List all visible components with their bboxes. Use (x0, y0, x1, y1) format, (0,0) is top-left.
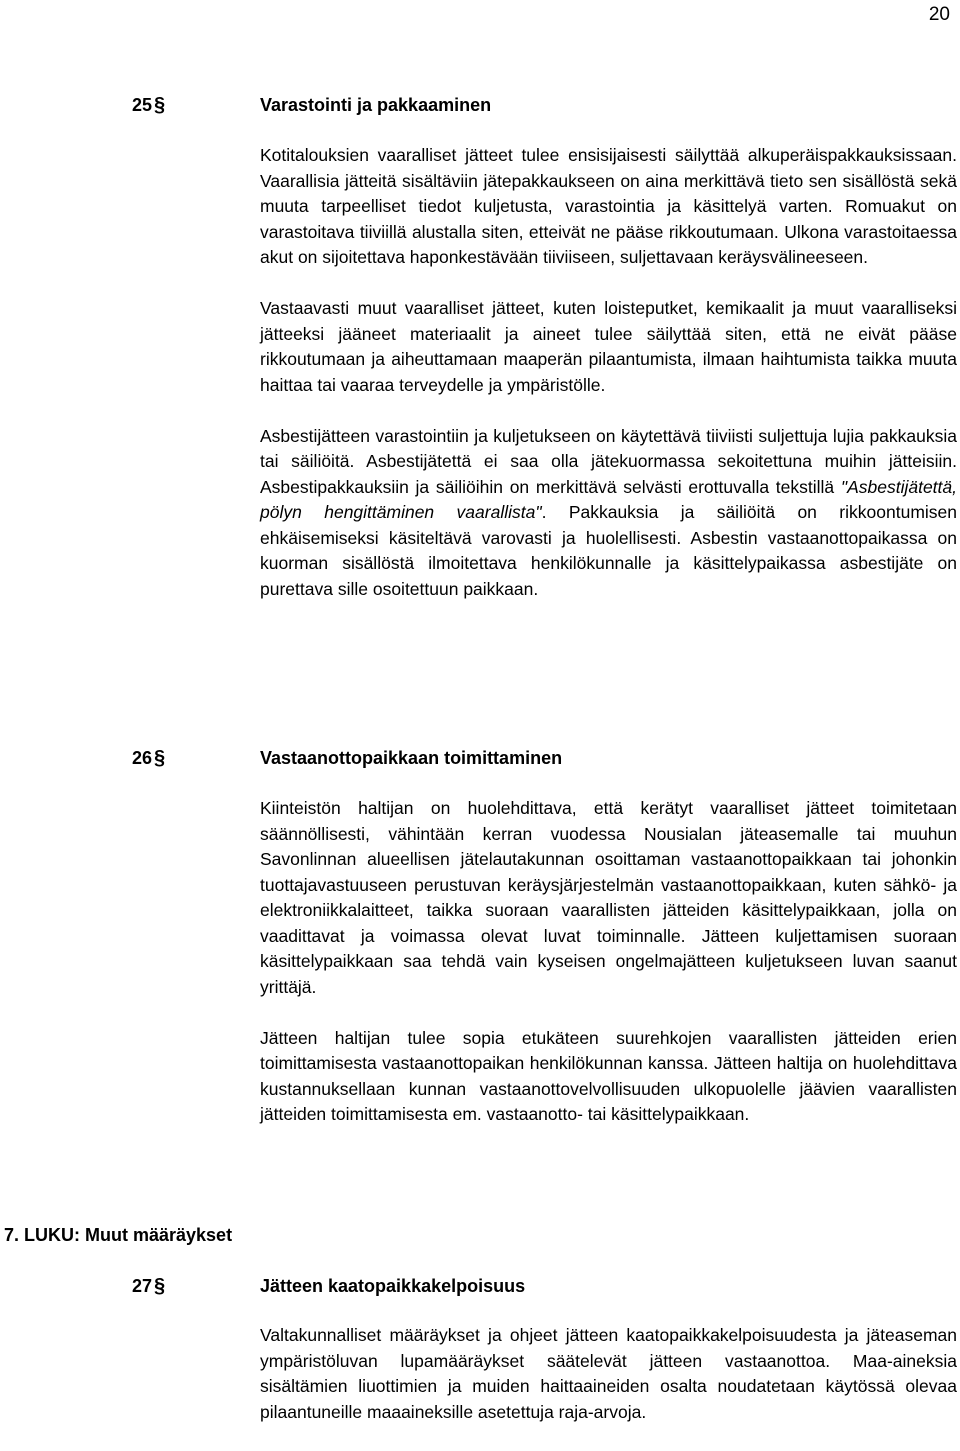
section-title: Vastaanottopaikkaan toimittaminen (260, 748, 563, 768)
section-25-body (260, 143, 957, 602)
section-sign: § (154, 94, 166, 116)
paragraph: Kiinteistön haltijan on huolehdittava, että kerätyt vaaralliset jätteet toimitetaan säännöllisesti, vähintään kerran vuodessa Nousialan jäteasemalle tai muuhun Savonlinnan alueellisen jätelautakunnan osoittaman vastaanottopaikkaan tai johonkin tuottajavastuuseen perustuvan keräysjärjestelmän vastaanottopaikkaan, kuten sähkö- ja elektroniikkalaitteet, taikka suoraan vaarallisten jätteiden käsittelypaikkaan, jolla on vaadittavat ja voimassa olevat luvat toiminnalle. Jätteen kuljettamisen suoraan käsittelypaikkaan saa tehdä vain kyseisen ongelmajätteen kuljetukseen luvan saanut yrittäjä. (260, 798, 957, 997)
asbestos-label-quote: "Asbestijätettä, pölyn hengittäminen vaarallista" (260, 476, 957, 522)
paragraph-text: Asbestijätteen varastointiin ja kuljetukseen on käytettävä tiiviisti suljettuja lujia pakkauksia tai säiliöitä. Asbestijätettä ei saa olla jätekuormassa sekoitettuna muihin jätteisiin. Asbestipakkauksiin ja säiliöihin on merkittävä selvästi erottuvalla tekstillä (260, 425, 957, 497)
chapter-heading: 7. LUKU: Muut määräykset (4, 1225, 233, 1245)
section-title: Jätteen kaatopaikkakelpoisuus (260, 1276, 526, 1296)
section-27-body (260, 1323, 957, 1425)
section-number: 27 (132, 1276, 153, 1296)
section-number: 26 (132, 748, 153, 768)
section-26-body (260, 796, 957, 1128)
section-26-heading (132, 745, 562, 771)
paragraph: Kotitalouksien vaaralliset jätteet tulee ensisijaisesti säilyttää alkuperäispakkauksissaan. Vaarallisia jätteitä sisältäviin jätepakkaukseen on aina merkittävä tieto sen sisällöstä sekä muuta tarpeelliset tiedot kuljetusta, varastointia ja käsittelyä varten. Romuakut on varastoitava tiiviillä alustalla siten, etteivät ne pääse rikkoutumaan. Ulkona varastoitaessa akut on sijoitettava haponkestävään tiiviiseen, suljettavaan keräysvälineeseen. (260, 145, 957, 267)
section-27-heading (132, 1273, 525, 1299)
section-number: 25 (132, 95, 153, 115)
paragraph: Vastaavasti muut vaaralliset jätteet, kuten loisteputket, kemikaalit ja muut vaaralliseksi jätteeksi jääneet materiaalit ja aineet tulee säilyttää siten, että ne eivät pääse rikkoutumaan ja aiheuttamaan maaperän pilaantumista, ilmaan haihtumista taikka muuta haittaa tai vaaraa terveydelle ja ympäristölle. (260, 298, 957, 395)
paragraph: Jätteen haltijan tulee sopia etukäteen suurehkojen vaarallisten jätteiden erien toimittamisesta vastaanottopaikan henkilökunnan kanssa. Jätteen haltija on huolehdittava kustannuksellaan kunnan vastaanottovelvollisuuden ulkopuolelle jäävien vaarallisten jätteiden toimittamisesta em. vastaanotto- tai käsittelypaikkaan. (260, 1027, 957, 1124)
section-title: Varastointi ja pakkaaminen (260, 95, 492, 115)
paragraph: Valtakunnalliset määräykset ja ohjeet jätteen kaatopaikkakelpoisuudesta ja jäteaseman ympäristöluvan lupamääräykset säätelevät jätteen vastaanottoa. Maa-aineksia sisältämien liuottimien ja muiden haittaaineiden osalta noudatetaan käytössä olevaa pilaantuneille maaaineksille asetettuja raja-arvoja. (260, 1325, 957, 1422)
page-number: 20 (928, 4, 950, 25)
paragraph (260, 424, 957, 603)
paragraph-text: . Pakkauksia ja säiliöitä on rikkoontumisen ehkäisemiseksi käsiteltävä varovasti ja huolellisesti. Asbestin vastaanottopaikassa on kuorman sisällöstä ilmoitettava henkilökunnalle ja käsittelypaikassa asbestijäte on purettava sille osoitettuun paikkaan. (260, 502, 957, 599)
section-25-heading (132, 92, 491, 118)
section-sign: § (154, 1275, 166, 1297)
section-sign: § (154, 747, 166, 769)
